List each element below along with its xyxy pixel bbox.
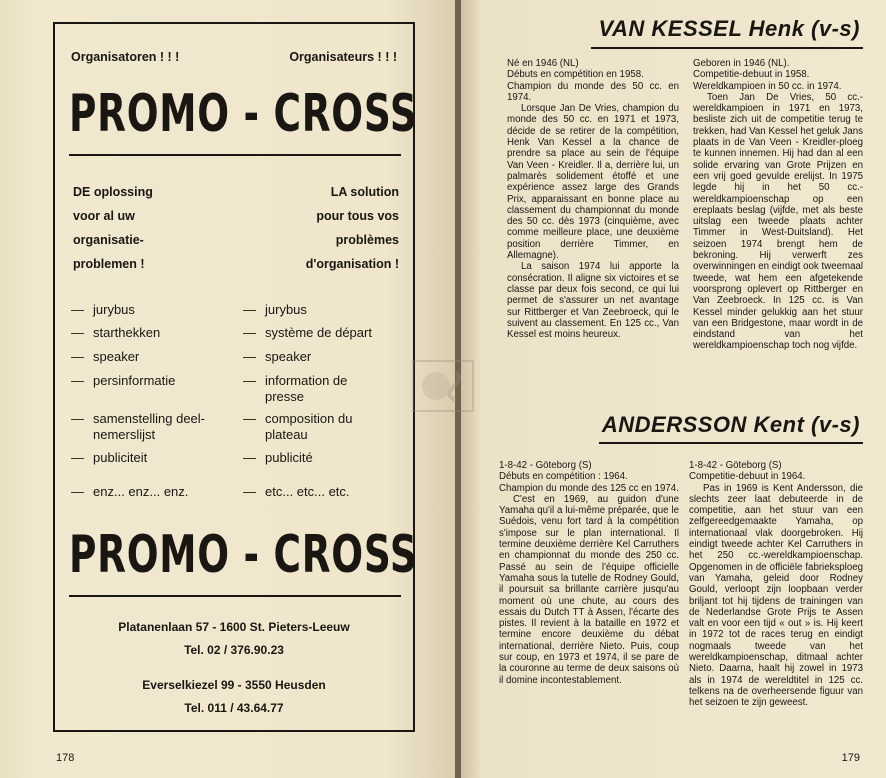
- phone-2: Tel. 011 / 43.64.77: [184, 701, 284, 715]
- divider: [69, 595, 401, 597]
- service-fr: speaker: [265, 349, 312, 364]
- brand-title-bottom: PROMO - CROSS: [69, 525, 418, 585]
- service-nl: publiciteit: [93, 450, 148, 465]
- divider: [69, 154, 401, 156]
- service-fr: composition du plateau: [265, 411, 353, 442]
- tagline-fr: LA solution pour tous vos problèmes d'organisation !: [305, 185, 399, 271]
- address-1: Platanenlaan 57 - 1600 St. Pieters-Leeuw: [118, 620, 350, 634]
- service-nl: speaker: [93, 349, 140, 364]
- tagline-nl: DE oplossing voor al uw organisatie- problemen !: [73, 185, 153, 271]
- andersson-text-nl: 1-8-42 - Göteborg (S) Competitie-debuut in 1964. Pas in 1969 is Kent Andersson, die slechts zeer laat debuteerde in de competitie, aan het stuur van een zelfgereedgemaakte Yamaha, op internationaal vlak doorgebroken. Hij eindigt tweede achter Kel Carruthers in het 250 cc.-wereldkampioenschap. Opgenomen in de officiële fabrieksploeg van Yamaha, geleid door Rodney Gould, verloopt zijn loopbaan verder briljant tot hij tijdens de trainingen van de Nederlandse Grote Prijs te Assen valt en voor een tijd « out » is. Hij keert in 1972 tot de races terug en eindigt nogmaals tweede van het wereldkampioenschap, ditmaal achter Nieto. Daarna, haalt hij zowel in 1973 als in 1974 de wereldtitel in 125 cc. telkens na de overheersende figuur van het seizoen te zijn geweest.: [689, 460, 863, 709]
- heading-underline: [591, 47, 863, 49]
- service-fr: publicité: [265, 450, 313, 465]
- promo-cross-advertisement: Organisatoren ! ! ! Organisateurs ! ! ! PROMO - CROSS DE oplossing voor al uw organisatie- problemen ! LA solution pour tous vos problèmes d'organisation ! — jurybus — jurybus — starthekken — système de départ — speaker — speaker — persinformatie — information de presse — samenstelling deel- nemerslijst — composition du plateau — publiciteit — publicité — enz... enz... enz. — etc... etc... etc. PROMO - CROSS Platanenlaan 57 - 1600 St. Pieters-Leeuw Tel. 02 / 376.90.23 Everselkiezel 99 - 3550 Heusden Tel. 011 / 43.64.77: [53, 22, 415, 732]
- service-nl: jurybus: [93, 302, 135, 317]
- phone-1: Tel. 02 / 376.90.23: [184, 643, 284, 657]
- service-fr: système de départ: [265, 325, 372, 340]
- van-kessel-text-nl: Geboren in 1946 (NL). Competitie-debuut in 1958. Wereldkampioen in 50 cc. in 1974. Toen Jan De Vries, 50 cc.-wereldkampioen in 1971 en 1973, besliste zich uit de competitie terug te trekken, had Van Kessel het geluk Jans plaats in de Van Veen - Kreidler-ploeg te kunnen innemen. Hij had dan al een solide ervaring van Grote Prijzen en een vrij goed gevulde erelijst. In 1975 legde hij in het 50 cc.-wereldkampioenschap op een ereplaats beslag (vijfde, met als beste uitslag een tweede plaats achter Timmer in West-Duitsland). Het seizoen 1974 brengt hem de bekroning. Hij verwerft zes overwinningen en eindigt ook tweemaal tweede, wat hem een afgetekende voorsprong oplevert op Rittberger en Van Zeebroeck. In 125 cc. is Van Kessel minder gelukkig aan het stuur van een Bridgestone, maar wordt in de eindstand van het wereldkampioenschap toch nog vijfde.: [693, 58, 863, 352]
- org-fr: Organisateurs ! ! !: [289, 50, 397, 64]
- service-nl: enz... enz... enz.: [93, 484, 189, 499]
- right-page: [461, 0, 886, 778]
- heading-van-kessel: VAN KESSEL Henk (v-s): [598, 16, 860, 41]
- address-2: Everselkiezel 99 - 3550 Heusden: [142, 678, 326, 692]
- service-fr: jurybus: [265, 302, 307, 317]
- andersson-text-fr: 1-8-42 - Göteborg (S) Débuts en compétition : 1964. Champion du monde des 125 cc en 1974. C'est en 1969, au guidon d'une Yamaha qu'il a lui-même préparée, que le Suédois, venu fort tard à la compétition s'impose sur le plan international. Il termine deuxième derrière Kel Carruthers en championnat du monde des 250 cc. Passé au sein de l'équipe officielle Yamaha sous la tutelle de Rodney Gould, il poursuit sa brillante carrière jusqu'au moment où une chute, au cours des essais du Dutch TT à Assen, l'écarte des pistes. Il revient à la bataille en 1972 et termine encore deuxième du débat international, derrière Nieto. Puis, coup sur coup, en 1973 et 1974, il se pare de la couronne au terme de deux saisons où il domine incontestablement.: [499, 460, 679, 686]
- page-number-left: 178: [56, 752, 75, 764]
- service-fr: information de presse: [265, 373, 348, 404]
- service-fr: etc... etc... etc.: [265, 484, 350, 499]
- service-nl: samenstelling deel- nemerslijst: [93, 411, 206, 442]
- brand-title-top: PROMO - CROSS: [69, 84, 418, 144]
- page-number-right: 179: [841, 752, 860, 764]
- org-nl: Organisatoren ! ! !: [71, 50, 180, 64]
- van-kessel-text-fr: Né en 1946 (NL) Débuts en compétition en 1958. Champion du monde des 50 cc. en 1974. Lorsque Jan De Vries, champion du monde des 50 cc. en 1971 et 1973, décide de se retirer de la compétition, Henk Van Kessel a la chance de prendre sa place au sein de l'équipe Van Veen - Kreidler. Il a, derrière lui, un palmarès solidement étoffé et une expérience assez large des Grands Prix, apparaissant en bonne place au classement du championnat du monde des 50 cc. dès 1973 (cinquième, avec comme meilleure place, une deuxième position derrière Timmer, en Allemagne). La saison 1974 lui apporte la consécration. Il aligne six victoires et se classe par deux fois second, ce qui lui permet de s'assurer un net avantage sur Rittberger et Van Zeebroeck, qui le suivent au classement. En 125 cc., Van Kessel est moins heureux.: [507, 58, 679, 341]
- heading-underline: [599, 442, 863, 444]
- watermark-logo: [412, 360, 474, 412]
- service-nl: persinformatie: [93, 373, 176, 388]
- service-nl: starthekken: [93, 325, 161, 340]
- heading-andersson: ANDERSSON Kent (v-s): [601, 412, 860, 437]
